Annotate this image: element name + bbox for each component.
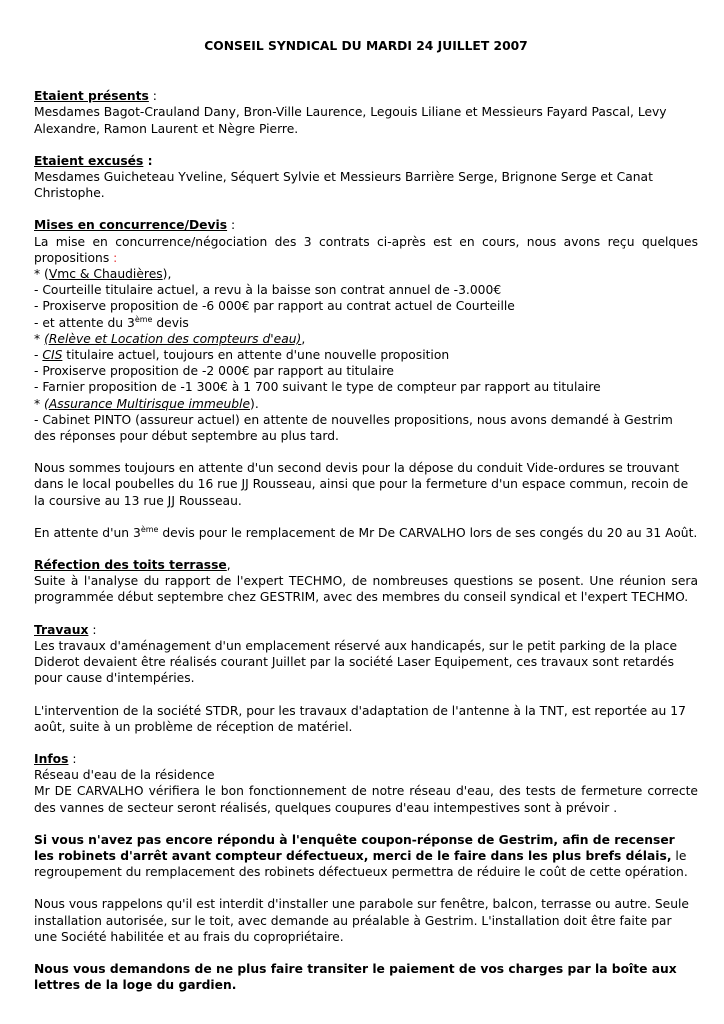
releve-item: - Farnier proposition de -1 300€ à 1 700 suivant le type de compteur par rapport au titulaire (34, 380, 601, 395)
presents-heading: Etaient présents (34, 89, 149, 104)
infos-enquete-paragraph: Si vous n'avez pas encore répondu à l'enquête coupon-réponse de Gestrim, afin de recenser les robinets d'arrêt avant compteur défectueux, merci de le faire dans les plus brefs délais, le regroupement du remplacement des robinets défectueux permettra de réduire le coût de cette opération. (34, 832, 688, 880)
section-travaux: Travaux : Les travaux d'aménagement d'un emplacement réservé aux handicapés, sur le petit parking de la place Diderot devaient être réalisés courant Juillet par la société Laser Equipement, ces travaux sont retardés pour cause d'intempéries. L'intervention de la société STDR, pour les travaux d'adaptation de l'antenne à la TNT, est reportée au 17 août, suite à un problème de réception de matériel. (34, 622, 698, 735)
infos-heading: Infos (34, 751, 69, 766)
vmc-item: - Courteille titulaire actuel, a revu à la baisse son contrat annuel de -3.000€ (34, 283, 502, 298)
section-concurrence: Mises en concurrence/Devis : La mise en concurrence/négociation des 3 contrats ci-après est en cours, nous avons reçu quelques propositions : * (Vmc & Chaudières), - Courteille titulaire actuel, a revu à la baisse son contrat annuel de -3.000€ - Proxiserve proposition de -6 000€ par rapport au contrat actuel de Courteille - et attente du 3ème devis * (Relève et Location des compteurs d'eau), - CIS titulaire actuel, toujours en attente d'une nouvelle proposition - Proxiserve proposition de -2 000€ par rapport au titulaire - Farnier proposition de -1 300€ à 1 700 suivant le type de compteur par rapport au titulaire * (Assurance Multirisque immeuble). - Cabinet PINTO (assureur actuel) en attente de nouvelles propositions, nous avons demandé à Gestrim des réponses pour début septembre au plus tard. Nous sommes toujours en attente d'un second devis pour la dépose du conduit Vide-ordures se trouvant dans le local poubelles du 16 rue JJ Rousseau, ainsi que pour la fermeture d'un espace commun, recoin de la coursive au 13 rue JJ Rousseau. En attente d'un 3ème devis pour le remplacement de Mr De CARVALHO lors de ses congés du 20 au 31 Août. (34, 218, 698, 540)
vide-ordures-paragraph: Nous sommes toujours en attente d'un second devis pour la dépose du conduit Vide-ordures se trouvant dans le local poubelles du 16 rue JJ Rousseau, ainsi que pour la fermeture d'un espace commun, recoin de la coursive au 13 rue JJ Rousseau. (34, 461, 689, 508)
section-infos: Infos : Réseau d'eau de la résidence Mr DE CARVALHO vérifiera le bon fonctionnement de notre réseau d'eau, des tests de fermeture correcte des vannes de secteur seront réalisés, quelques coupures d'eau intempestives sont à prévoir . Si vous n'avez pas encore répondu à l'enquête coupon-réponse de Gestrim, afin de recenser les robinets d'arrêt avant compteur défectueux, merci de le faire dans les plus brefs délais, le regroupement du remplacement des robinets défectueux permettra de réduire le coût de cette opération. Nous vous rappelons qu'il est interdit d'installer une parabole sur fenêtre, balcon, terrasse ou autre. Seule installation autorisée, sur le toit, avec demande au préalable à Gestrim. L'installation doit être faite par une Société habilitée et au frais du copropriétaire. Nous vous demandons de ne plus faire transiter le paiement de vos charges par la boîte aux lettres de la loge du gardien. (34, 751, 698, 993)
section-excuses: Etaient excusés : Mesdames Guicheteau Yveline, Séquert Sylvie et Messieurs Barrière Serge, Brignone Serge et Canat Christophe. (34, 153, 698, 202)
refection-text: Suite à l'analyse du rapport de l'expert TECHMO, de nombreuses questions se posent. Une réunion sera programmée début septembre chez GESTRIM, avec des membres du conseil syndical et l'expert TECHMO. (34, 574, 698, 605)
excuses-heading: Etaient excusés (34, 153, 144, 168)
document-page (34, 38, 698, 993)
releve-line: * (Relève et Location des compteurs d'eau), (34, 331, 306, 346)
travaux-text-2: L'intervention de la société STDR, pour les travaux d'adaptation de l'antenne à la TNT, est reportée au 17 août, suite à un problème de réception de matériel. (34, 703, 686, 734)
assurance-line: * (Assurance Multirisque immeuble). (34, 396, 259, 411)
assurance-item: - Cabinet PINTO (assureur actuel) en attente de nouvelles propositions, nous avons demandé à Gestrim des réponses pour début septembre au plus tard. (34, 412, 673, 444)
infos-parabole-paragraph: Nous vous rappelons qu'il est interdit d'installer une parabole sur fenêtre, balcon, terrasse ou autre. Seule installation autorisée, sur le toit, avec demande au préalable à Gestrim. L'installation doit être faite par une Société habilitée et au frais du copropriétaire. (34, 897, 689, 944)
infos-final-paragraph: Nous vous demandons de ne plus faire transiter le paiement de vos charges par la boîte aux lettres de la loge du gardien. (34, 961, 677, 993)
section-presents: Etaient présents : Mesdames Bagot-Crauland Dany, Bron-Ville Laurence, Legouis Liliane et Messieurs Fayard Pascal, Levy Alexandre, Ramon Laurent et Nègre Pierre. (34, 88, 698, 137)
concurrence-heading: Mises en concurrence/Devis (34, 218, 228, 233)
carvalho-paragraph: En attente d'un 3ème devis pour le remplacement de Mr De CARVALHO lors de ses congés du 20 au 31 Août. (34, 524, 698, 540)
concurrence-intro: La mise en concurrence/négociation des 3 contrats ci-après est en cours, nous avons reçu quelques propositions : (34, 234, 698, 265)
vmc-item: - et attente du 3ème devis (34, 314, 189, 330)
releve-item: - CIS titulaire actuel, toujours en attente d'une nouvelle proposition (34, 348, 450, 363)
releve-item: - Proxiserve proposition de -2 000€ par rapport au titulaire (34, 364, 394, 379)
refection-heading: Réfection des toits terrasse (34, 558, 227, 573)
infos-text-1: Mr DE CARVALHO vérifiera le bon fonctionnement de notre réseau d'eau, des tests de fermeture correcte des vannes de secteur seront réalisés, quelques coupures d'eau intempestives sont à prévoir . (34, 784, 698, 815)
section-refection: Réfection des toits terrasse, Suite à l'analyse du rapport de l'expert TECHMO, de nombreuses questions se posent. Une réunion sera programmée début septembre chez GESTRIM, avec des membres du conseil syndical et l'expert TECHMO. (34, 558, 698, 605)
vmc-item: - Proxiserve proposition de -6 000€ par rapport au contrat actuel de Courteille (34, 299, 515, 314)
travaux-text-1: Les travaux d'aménagement d'un emplacement réservé aux handicapés, sur le petit parking de la place Diderot devaient être réalisés courant Juillet par la société Laser Equipement, ces travaux sont retardés pour cause d'intempéries. (34, 638, 678, 686)
presents-text: Mesdames Bagot-Crauland Dany, Bron-Ville Laurence, Legouis Liliane et Messieurs Fayard Pascal, Levy Alexandre, Ramon Laurent et Nègre Pierre. (34, 105, 667, 136)
excuses-text: Mesdames Guicheteau Yveline, Séquert Sylvie et Messieurs Barrière Serge, Brignone Serge et Canat Christophe. (34, 170, 653, 201)
travaux-heading: Travaux (34, 622, 89, 637)
infos-subheading: Réseau d'eau de la résidence (34, 768, 215, 783)
vmc-line: * (Vmc & Chaudières), (34, 267, 172, 282)
document-title: CONSEIL SYNDICAL DU MARDI 24 JUILLET 2007 (204, 39, 528, 53)
